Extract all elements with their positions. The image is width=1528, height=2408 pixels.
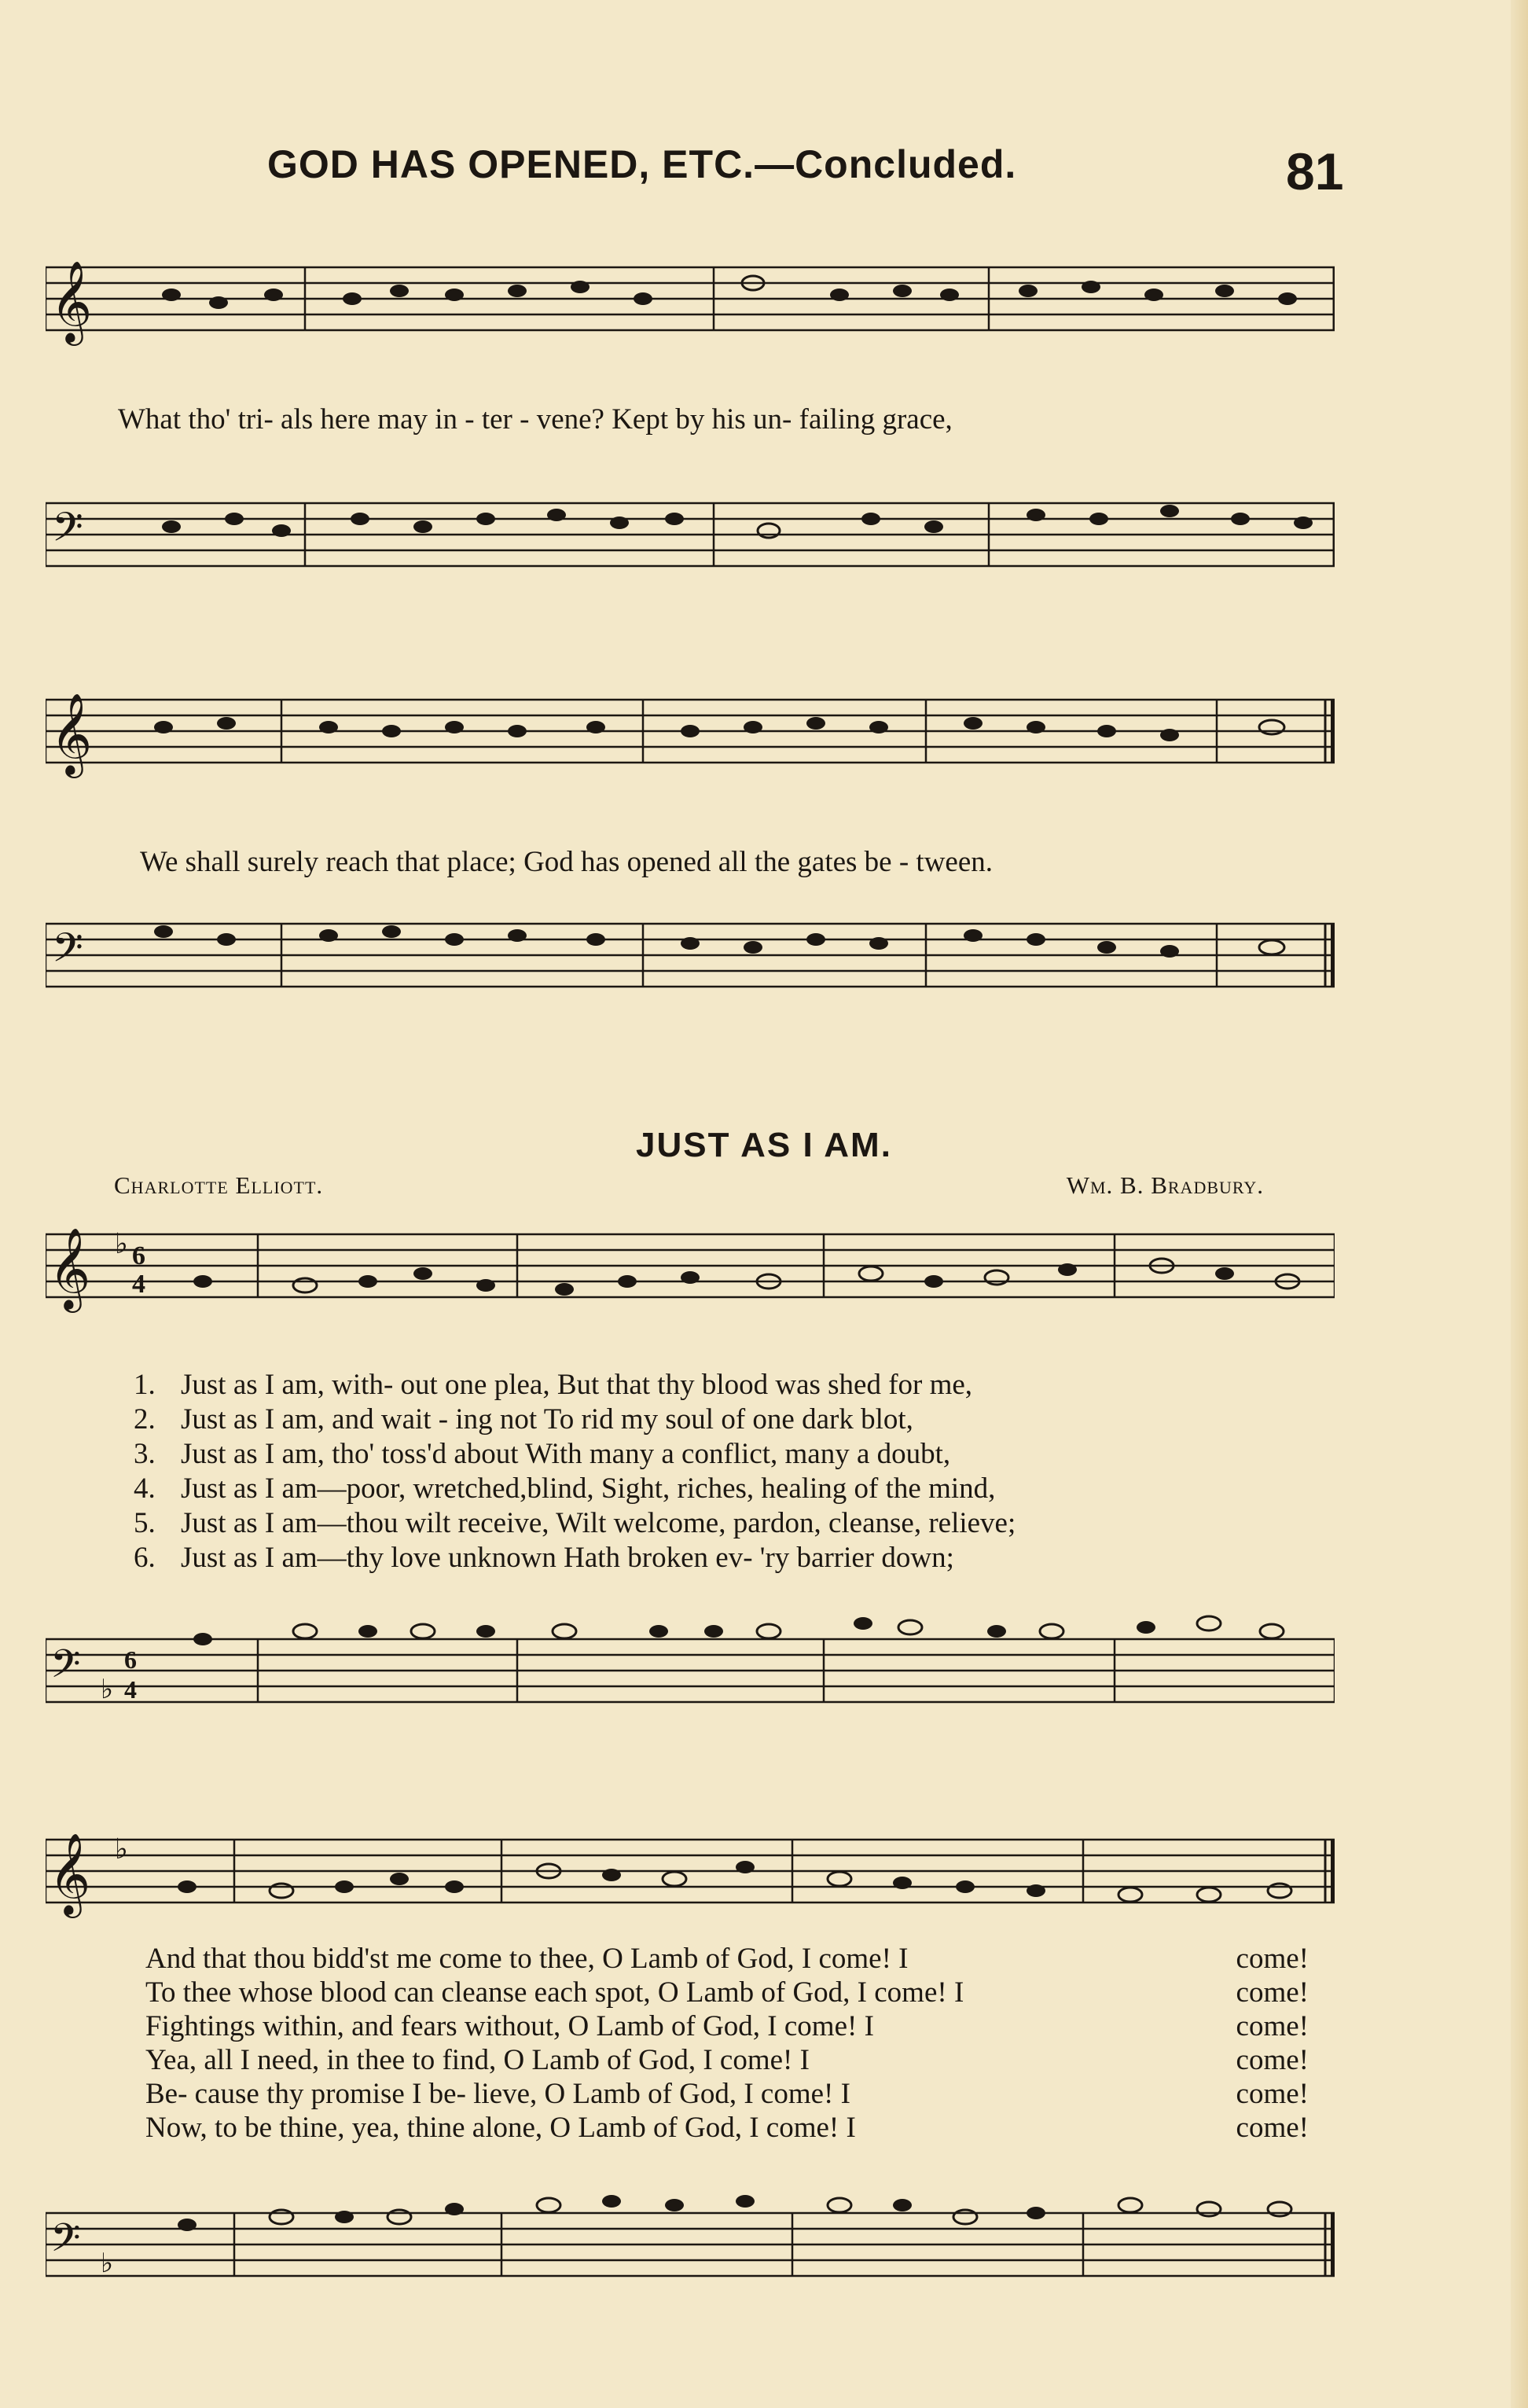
- lyricist-credit: Charlotte Elliott.: [114, 1171, 324, 1199]
- refrain-ending: come!: [1236, 1943, 1309, 1975]
- svg-text:𝄞: 𝄞: [50, 260, 93, 343]
- svg-text:𝄢: 𝄢: [50, 1641, 81, 1697]
- bass-staff-system-4: [46, 2170, 1335, 2303]
- svg-text:𝄢: 𝄢: [52, 503, 83, 561]
- page-header: [0, 142, 1528, 204]
- refrain-line: [145, 1976, 1309, 2009]
- svg-text:𝄢: 𝄢: [52, 924, 83, 981]
- treble-staff-system-2: [46, 692, 1335, 810]
- refrain-text: Yea, all I need, in thee to find, O Lamb of God, I come! I: [145, 2044, 810, 2076]
- refrain-ending: come!: [1236, 2044, 1309, 2076]
- treble-staff-system-4: [46, 1808, 1335, 1926]
- verse-line: [134, 1541, 1344, 1575]
- refrain-ending: come!: [1236, 2010, 1309, 2042]
- bass-staff-system-1: [46, 456, 1335, 574]
- running-title: GOD HAS OPENED, ETC.—Concluded.: [267, 142, 1017, 186]
- staff-lines: [46, 456, 1335, 574]
- lyric-line: We shall surely reach that place; God has opened all the gates be - tween.: [140, 846, 994, 878]
- verse-line: [134, 1437, 1344, 1472]
- composer-credit: Wm. B. Bradbury.: [1066, 1171, 1264, 1199]
- time-signature-top: 6: [132, 1241, 145, 1270]
- staff-lines: [46, 1226, 1335, 1344]
- refrain-text: Be- cause thy promise I be- lieve, O Lamb of God, I come! I: [145, 2078, 850, 2110]
- svg-text:♭: ♭: [101, 2248, 114, 2279]
- staff-lines: [46, 692, 1335, 810]
- verse-text: Just as I am—thy love unknown Hath broken ev- 'ry barrier down;: [181, 1542, 954, 1574]
- verse-number: 3.: [134, 1438, 156, 1470]
- svg-text:♭: ♭: [115, 1833, 128, 1866]
- verse-text: Just as I am, tho' toss'd about With many a conflict, many a doubt,: [181, 1438, 951, 1470]
- refrain-block: [145, 1942, 1309, 2145]
- verse-line: [134, 1506, 1344, 1541]
- page-number: 81: [1286, 142, 1344, 200]
- staff-lines: [46, 259, 1335, 377]
- refrain-line: [145, 1942, 1309, 1976]
- refrain-text: Fightings within, and fears without, O Lamb of God, I come! I: [145, 2010, 874, 2042]
- staff-lines: [46, 1596, 1335, 1714]
- refrain-line: [145, 2009, 1309, 2043]
- verse-text: Just as I am, and wait - ing not To rid my soul of one dark blot,: [181, 1403, 913, 1436]
- refrain-text: Now, to be thine, yea, thine alone, O Lamb of God, I come! I: [145, 2112, 856, 2144]
- refrain-ending: come!: [1236, 2078, 1309, 2110]
- verse-text: Just as I am—poor, wretched,blind, Sight, riches, healing of the mind,: [181, 1472, 996, 1505]
- svg-text:6: 6: [124, 1645, 137, 1674]
- bass-staff-system-2: [46, 884, 1335, 1002]
- svg-text:𝄢: 𝄢: [50, 2215, 81, 2270]
- refrain-text: And that thou bidd'st me come to thee, O Lamb of God, I come! I: [145, 1943, 909, 1975]
- verse-number: 4.: [134, 1472, 156, 1505]
- verse-line: [134, 1403, 1344, 1437]
- staff-lines: [46, 1808, 1335, 1926]
- hymn-title: JUST AS I AM.: [636, 1126, 892, 1164]
- treble-staff-system-1: [46, 259, 1335, 377]
- treble-staff-system-3: [46, 1226, 1335, 1344]
- verse-number: 6.: [134, 1542, 156, 1574]
- staff-lines: [46, 2170, 1335, 2303]
- time-signature-bottom: 4: [132, 1270, 145, 1299]
- svg-text:4: 4: [124, 1675, 137, 1704]
- svg-text:𝄞: 𝄞: [49, 1833, 91, 1915]
- svg-text:♭: ♭: [101, 1674, 114, 1705]
- svg-text:𝄞: 𝄞: [50, 693, 93, 775]
- refrain-line: [145, 2111, 1309, 2145]
- verse-line: [134, 1368, 1344, 1403]
- refrain-text: To thee whose blood can cleanse each spot, O Lamb of God, I come! I: [145, 1976, 964, 2009]
- verse-block: [134, 1368, 1344, 1575]
- refrain-ending: come!: [1236, 2112, 1309, 2144]
- verse-text: Just as I am—thou wilt receive, Wilt welcome, pardon, cleanse, relieve;: [181, 1507, 1016, 1539]
- svg-text:𝄞: 𝄞: [49, 1227, 91, 1310]
- verse-number: 5.: [134, 1507, 156, 1539]
- refrain-ending: come!: [1236, 1976, 1309, 2009]
- verse-line: [134, 1472, 1344, 1506]
- page-edge: [1511, 0, 1528, 2408]
- refrain-line: [145, 2043, 1309, 2077]
- staff-lines: [46, 884, 1335, 1002]
- verse-number: 2.: [134, 1403, 156, 1436]
- verse-number: 1.: [134, 1369, 156, 1401]
- bass-staff-system-3: [46, 1596, 1335, 1714]
- refrain-line: [145, 2077, 1309, 2111]
- svg-text:♭: ♭: [115, 1228, 128, 1260]
- lyric-line: What tho' tri- als here may in - ter - vene? Kept by his un- failing grace,: [118, 403, 953, 436]
- verse-text: Just as I am, with- out one plea, But that thy blood was shed for me,: [181, 1369, 973, 1401]
